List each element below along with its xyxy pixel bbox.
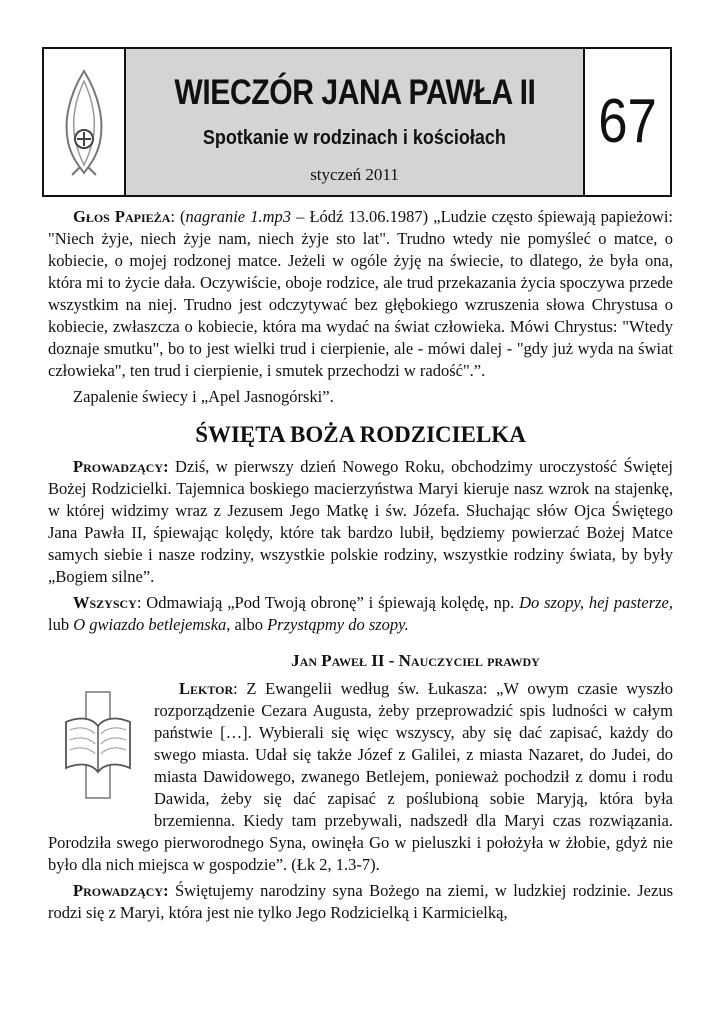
speaker-label: Prowadzący: — [73, 457, 169, 476]
article-body — [48, 206, 673, 928]
logo-cell — [44, 49, 126, 195]
header-box — [42, 47, 672, 197]
speaker-label: Lektor — [179, 679, 234, 698]
bulletin-subtitle: Spotkanie w rodzinach i kościołach — [202, 127, 507, 149]
open-book-icon — [48, 686, 148, 816]
title-cell — [126, 49, 585, 195]
carol-title: Do szopy, hej pasterze, — [519, 593, 674, 612]
carol-title: O gwiazdo betlejemska — [73, 615, 227, 634]
speaker-label: Prowadzący: — [73, 881, 169, 900]
recording-source: nagranie 1.mp3 — [185, 207, 292, 226]
paragraph-host-second: Prowadzący: Świętujemy narodziny syna Bożego na ziemi, w ludzkiej rodzinie. Jezus rodzi się z Maryi, która jest nie tylko Jego Rodzicielką i Karmicielką, — [48, 881, 673, 922]
issue-number: 67 — [598, 87, 657, 156]
paragraph-candle: Zapalenie świecy i „Apel Jasnogórski”. — [73, 387, 334, 406]
issue-date: styczeń 2011 — [310, 165, 399, 184]
paragraph-all: Wszyscy: Odmawiają „Pod Twoją obronę” i śpiewają kolędę, np. Do szopy, hej pasterze, lub O gwiazdo betlejemska, albo Przystąpmy do szopy. — [48, 593, 674, 634]
paragraph-pope-voice: Głos Papieża: (nagranie 1.mp3 – Łódź 13.06.1987) „Ludzie często śpiewają papieżowi: "Niech żyje, niech żyje nam, niech żyje sto lat". Trudno wtedy nie pomyśleć o matce, o kobiecie, o mojej rodzonej matce. Jeżeli w ogóle żyję na świecie, to dlatego, że była ona, która mi to życie dała. Oczywiście, oboje rodzice, ale trud przekazania życia spoczywa przede wszystkim na niej. Trudno jest odczytywać bez głębokiego wzruszenia słowa Chrystusa o kobiecie, zwłaszcza o kobiecie, która ma wydać na świat człowieka. Mówi Chrystus: "Wtedy doznaje smutku", bo to jest wielki trud i cierpienie, ale - mówi dalej - "gdy już wyda na świat człowieka", ten trud i cierpienie, i smutek przechodzi w radość".”. — [48, 207, 674, 380]
bulletin-title: WIECZÓR JANA PAWŁA II — [173, 73, 536, 112]
candle-flame-cross-icon — [58, 67, 110, 177]
subsection-title: Jan Paweł II - Nauczyciel prawdy — [291, 651, 540, 670]
section-title: ŚWIĘTA BOŻA RODZICIELKA — [195, 422, 526, 447]
paragraph-reader: Lektor: Z Ewangelii według św. Łukasza: „W owym czasie wyszło rozporządzenie Cezara Augusta, żeby przeprowadzić spis ludności w całym państwie […]. Wybierali się więc wszyscy, aby się dać zapisać, każdy do swego miasta. Udał się także Józef z Galilei, z miasta Nazaret, do Judei, do miasta Dawidowego, zwanego Betlejem, ponieważ pochodził z domu i rodu Dawida, żeby się dać zapisać z poślubioną sobie Maryją, która była brzemienna. Kiedy tam przebywali, nadszedł dla Maryi czas rozwiązania. Porodziła swego pierworodnego Syna, owinęła Go w pieluszki i położyła w żłobie, gdyż nie było dla nich miejsca w gospodzie”. (Łk 2, 1.3-7). — [48, 679, 673, 874]
paragraph-host-intro: Prowadzący: Dziś, w pierwszy dzień Nowego Roku, obchodzimy uroczystość Świętej Bożej Rodzicielki. Tajemnica boskiego macierzyństwa Maryi kieruje nasz wzrok na stajenkę, w której widzimy wraz z Jezusem Jego Matkę i św. Józefa. Słuchając słów Ojca Świętego Jana Pawła II, śpiewając kolędy, które tak bardzo lubił, będziemy powierzać Bożej Matce samych siebie i nasze rodziny, wszystkie polskie rodziny, wszystkie rodziny świata, by były „Bogiem silne”. — [48, 457, 673, 586]
carol-title: Przystąpmy do szopy. — [267, 615, 409, 634]
speaker-label: Wszyscy — [73, 593, 137, 612]
speaker-label: Głos Papieża — [73, 207, 171, 226]
